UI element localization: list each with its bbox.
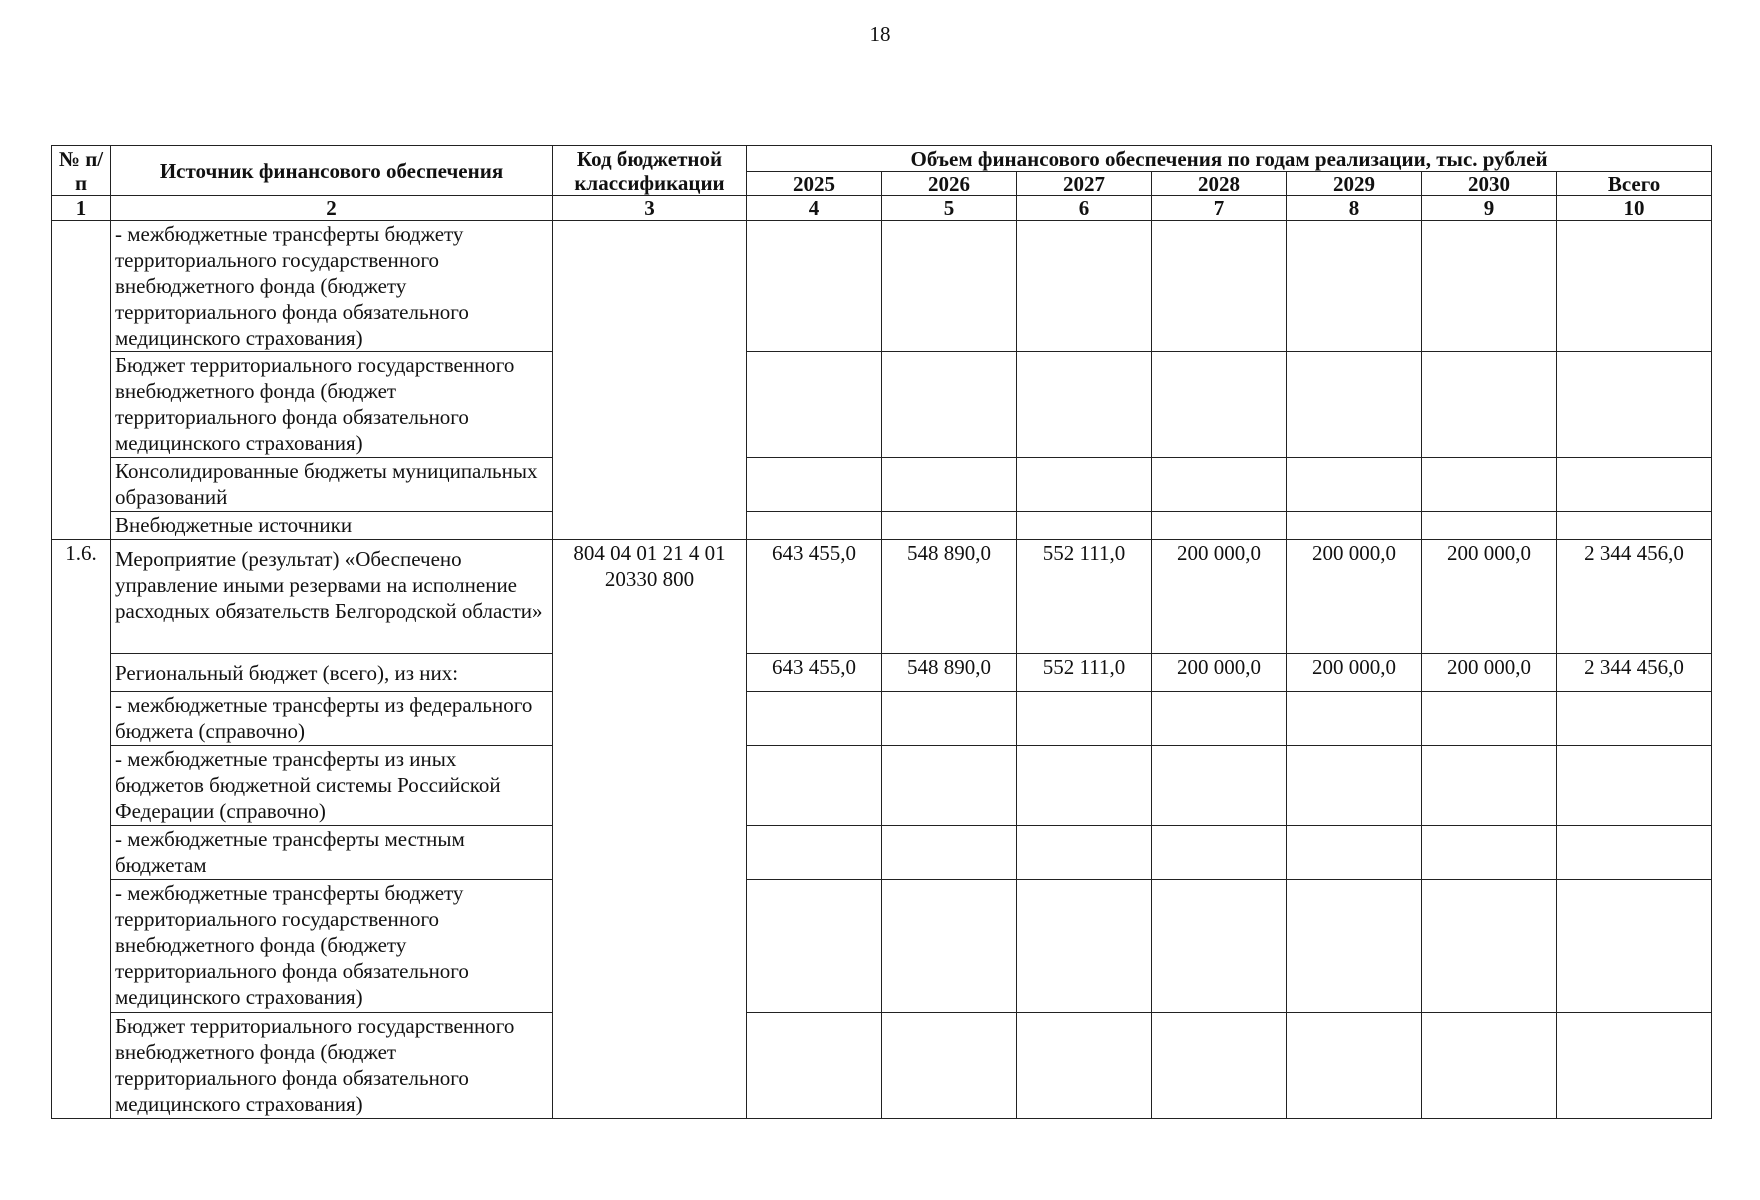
value-cell: 200 000,0 — [1422, 540, 1557, 654]
value-cell: 548 890,0 — [882, 540, 1017, 654]
column-index: 5 — [882, 196, 1017, 221]
measure-number: 1.6. — [52, 540, 111, 1119]
column-index: 4 — [747, 196, 882, 221]
measure-title: Мероприятие (результат) «Обеспечено управление иными резервами на исполнение расходных обязательств Белгородской области» — [111, 540, 553, 654]
regional-row — [52, 654, 1712, 692]
table-row — [52, 880, 1712, 1013]
column-index: 3 — [553, 196, 747, 221]
column-index: 10 — [1557, 196, 1712, 221]
value-cell: 552 111,0 — [1017, 654, 1152, 692]
source-cell: Бюджет территориального государственного внебюджетного фонда (бюджет территориального фонда обязательного медицинского страхования) — [111, 1013, 553, 1119]
value-cell: 200 000,0 — [1287, 540, 1422, 654]
column-index: 2 — [111, 196, 553, 221]
measure-row — [52, 540, 1712, 654]
table-row — [52, 1013, 1712, 1119]
table-row — [52, 352, 1712, 458]
header-volume: Объем финансового обеспечения по годам реализации, тыс. рублей — [747, 146, 1712, 172]
value-cell: 552 111,0 — [1017, 540, 1152, 654]
total-cell: 2 344 456,0 — [1557, 654, 1712, 692]
value-cell: 200 000,0 — [1152, 540, 1287, 654]
source-cell: - межбюджетные трансферты местным бюджетам — [111, 826, 553, 880]
value-cell: 643 455,0 — [747, 654, 882, 692]
header-year: 2030 — [1422, 172, 1557, 196]
header-num: № п/п — [52, 146, 111, 196]
value-cell: 643 455,0 — [747, 540, 882, 654]
empty-code-cell — [553, 221, 747, 540]
header-year: 2026 — [882, 172, 1017, 196]
header-code: Код бюджетной классификации — [553, 146, 747, 196]
table-row — [52, 746, 1712, 826]
table-row — [52, 512, 1712, 540]
header-year: 2027 — [1017, 172, 1152, 196]
value-cell: 200 000,0 — [1152, 654, 1287, 692]
header-year: 2025 — [747, 172, 882, 196]
budget-code: 804 04 01 21 4 01 20330 800 — [553, 540, 747, 1119]
source-cell: - межбюджетные трансферты бюджету территориального государственного внебюджетного фонда (бюджету территориального фонда обязательного медицинского страхования) — [111, 880, 553, 1013]
source-cell: - межбюджетные трансферты бюджету территориального государственного внебюджетного фонда (бюджету территориального фонда обязательного медицинского страхования) — [111, 221, 553, 352]
column-index: 1 — [52, 196, 111, 221]
header-total: Всего — [1557, 172, 1712, 196]
header-source: Источник финансового обеспечения — [111, 146, 553, 196]
column-index: 8 — [1287, 196, 1422, 221]
column-index: 9 — [1422, 196, 1557, 221]
source-cell: Консолидированные бюджеты муниципальных образований — [111, 458, 553, 512]
table-row — [52, 826, 1712, 880]
header-year: 2028 — [1152, 172, 1287, 196]
table-row — [52, 221, 1712, 352]
value-cell: 200 000,0 — [1287, 654, 1422, 692]
value-cell: 548 890,0 — [882, 654, 1017, 692]
source-cell: Внебюджетные источники — [111, 512, 553, 540]
page-number: 18 — [869, 22, 891, 46]
column-index: 7 — [1152, 196, 1287, 221]
table-row — [52, 692, 1712, 746]
value-cell: 200 000,0 — [1422, 654, 1557, 692]
source-cell: Бюджет территориального государственного внебюджетного фонда (бюджет территориального фонда обязательного медицинского страхования) — [111, 352, 553, 458]
source-cell: - межбюджетные трансферты из иных бюджетов бюджетной системы Российской Федерации (справочно) — [111, 746, 553, 826]
total-cell: 2 344 456,0 — [1557, 540, 1712, 654]
table-row — [52, 458, 1712, 512]
financing-table — [51, 145, 1712, 1119]
source-cell: - межбюджетные трансферты из федерального бюджета (справочно) — [111, 692, 553, 746]
column-index: 6 — [1017, 196, 1152, 221]
source-cell: Региональный бюджет (всего), из них: — [111, 654, 553, 692]
header-year: 2029 — [1287, 172, 1422, 196]
empty-num-cell — [52, 221, 111, 540]
